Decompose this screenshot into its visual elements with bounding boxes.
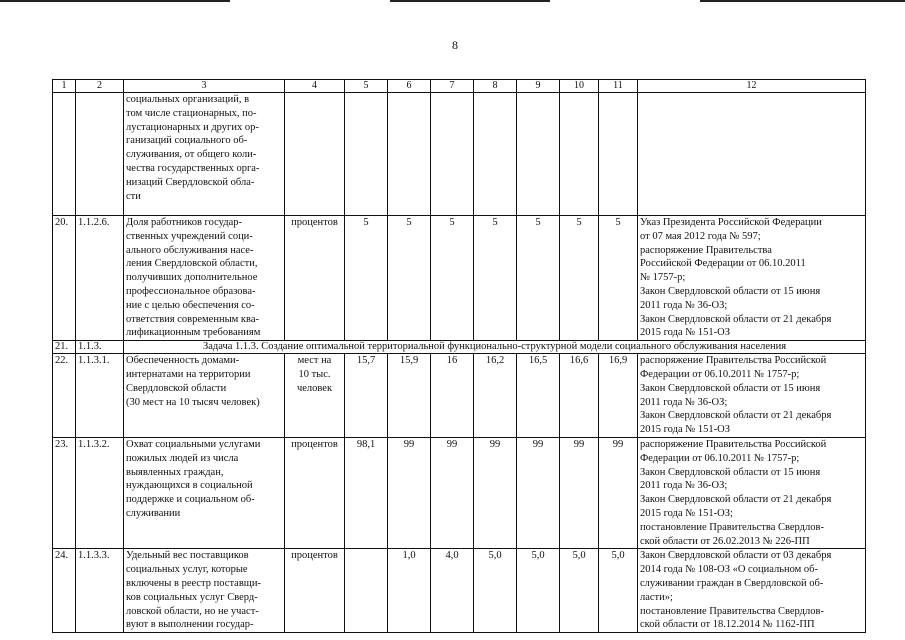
- value-cell: 5,0: [474, 549, 517, 633]
- legal-basis-cell: [638, 549, 866, 633]
- col-header: 11: [599, 80, 638, 93]
- table-row: [53, 354, 866, 438]
- value-cell: 5,0: [560, 549, 599, 633]
- col-header: 6: [388, 80, 431, 93]
- value-cell: 5,0: [517, 549, 560, 633]
- indicator-name-cell: [124, 93, 285, 216]
- col-header: 1: [53, 80, 76, 93]
- col-header: 7: [431, 80, 474, 93]
- col-header: 5: [345, 80, 388, 93]
- value-cell: 4,0: [431, 549, 474, 633]
- value-cell: [345, 549, 388, 633]
- legal-basis: распоряжение Правительства Российской Федерации от 06.10.2011 № 1757-р; Закон Свердловской области от 15 июня 2011 года № 36-ОЗ; Закон Свердловской области от 21 декабря 2015 года № 151-ОЗ; постановление Правительства Свердлов- ской области от 26.02.2013 № 226-ПП: [640, 438, 832, 547]
- value-cell: 1,0: [388, 549, 431, 633]
- scan-edge-right: [700, 0, 905, 2]
- column-number-row: [53, 80, 866, 93]
- scan-edge-left: [0, 0, 230, 2]
- value-cell: 5,0: [599, 549, 638, 633]
- legal-basis: распоряжение Правительства Российской Федерации от 06.10.2011 № 1757-р; Закон Свердловской области от 15 июня 2011 года № 36-ОЗ; Закон Свердловской области от 21 декабря 2015 года № 151-ОЗ: [640, 355, 832, 436]
- value-cell: 5: [388, 216, 431, 341]
- value-cell: 15,7: [345, 354, 388, 438]
- value-cell: 16,2: [474, 354, 517, 438]
- value-cell: 99: [431, 437, 474, 548]
- value-cell: 98,1: [345, 437, 388, 548]
- unit: мест на 10 тыс. человек: [296, 355, 333, 394]
- value-cell: 16,5: [517, 354, 560, 438]
- col-header: 9: [517, 80, 560, 93]
- indicator-code: [76, 93, 124, 216]
- value-cell: 5: [474, 216, 517, 341]
- indicator-name: социальных организаций, в том числе стационарных, по- лустационарных и других ор- ганизаций социального об- служивания, от общего коли- чества государственных орга- низаций Свердловской обла- сти: [126, 94, 260, 202]
- col-header: 8: [474, 80, 517, 93]
- value-cell: 5: [599, 216, 638, 341]
- indicators-table: [52, 79, 866, 633]
- indicator-name: Удельный вес поставщиков социальных услуг, которые включены в реестр поставщи- ков социальных услуг Сверд- ловской области, но не участ- вуют в выполнении государ-: [126, 550, 261, 631]
- indicator-name-cell: [124, 549, 285, 633]
- table-row: [53, 216, 866, 341]
- value-cell: 99: [388, 437, 431, 548]
- indicator-name-cell: [124, 216, 285, 341]
- legal-basis-cell: [638, 437, 866, 548]
- row-number: 20.: [53, 216, 76, 341]
- value-cell: [474, 93, 517, 216]
- col-header: 12: [638, 80, 866, 93]
- value-cell: 16: [431, 354, 474, 438]
- legal-basis-cell: [638, 216, 866, 341]
- indicator-code: 1.1.3.1.: [76, 354, 124, 438]
- indicator-code: 1.1.3.2.: [76, 437, 124, 548]
- table-row: [53, 549, 866, 633]
- table-row: [53, 437, 866, 548]
- legal-basis: Указ Президента Российской Федерации от 07 мая 2012 года № 597; распоряжение Правительства Российской Федерации от 06.10.2011 № 1757-р; Закон Свердловской области от 15 июня 2011 года № 36-ОЗ; Закон Свердловской области от 21 декабря 2015 года № 151-ОЗ: [640, 217, 832, 339]
- value-cell: 99: [474, 437, 517, 548]
- value-cell: 16,6: [560, 354, 599, 438]
- col-header: 10: [560, 80, 599, 93]
- indicator-name-cell: [124, 354, 285, 438]
- value-cell: [599, 93, 638, 216]
- legal-basis: [638, 93, 866, 216]
- indicator-name: Обеспеченность домами- интернатами на территории Свердловской области (30 мест на 10 тысяч человек): [126, 355, 260, 408]
- value-cell: 99: [517, 437, 560, 548]
- indicator-name-cell: [124, 437, 285, 548]
- col-header: 2: [76, 80, 124, 93]
- value-cell: 5: [517, 216, 560, 341]
- indicator-code: 1.1.2.6.: [76, 216, 124, 341]
- table-row: [53, 93, 866, 216]
- page-number: 8: [452, 38, 458, 52]
- indicator-name: Охват социальными услугами пожилых людей из числа выявленных граждан, нуждающихся в социальной поддержке и социальном об- служивании: [126, 438, 261, 519]
- value-cell: 99: [599, 437, 638, 548]
- indicator-code: 1.1.3.3.: [76, 549, 124, 633]
- task-row: [53, 341, 866, 354]
- task-title: Задача 1.1.3. Создание оптимальной территориальной функционально-структурной модели социального обслуживания населения: [124, 341, 866, 354]
- value-cell: 16,9: [599, 354, 638, 438]
- scan-edge-middle: [390, 0, 550, 2]
- indicator-code: 1.1.3.: [76, 341, 124, 354]
- value-cell: [345, 93, 388, 216]
- col-header: 3: [124, 80, 285, 93]
- value-cell: 5: [431, 216, 474, 341]
- legal-basis-cell: [638, 354, 866, 438]
- legal-basis: Закон Свердловской области от 03 декабря 2014 года № 108-ОЗ «О социальном об- служивании граждан в Свердловской об- ласти»; постановление Правительства Свердлов- ской области от 18.12.2014 № 1162-ПП: [640, 550, 832, 631]
- value-cell: 99: [560, 437, 599, 548]
- value-cell: 5: [560, 216, 599, 341]
- row-number: [53, 93, 76, 216]
- value-cell: [431, 93, 474, 216]
- value-cell: [517, 93, 560, 216]
- indicator-name: Доля работников государ- ственных учреждений соци- ального обслуживания насе- ления Свердловской области, получивших дополнительное профессиональное образова- ние с целью обеспечения со- ответствия современным ква- лификационным требованиям: [126, 217, 261, 339]
- unit-cell: [285, 354, 345, 438]
- value-cell: [388, 93, 431, 216]
- row-number: 23.: [53, 437, 76, 548]
- value-cell: [560, 93, 599, 216]
- unit: процентов: [285, 216, 345, 341]
- unit: процентов: [285, 549, 345, 633]
- row-number: 21.: [53, 341, 76, 354]
- col-header: 4: [285, 80, 345, 93]
- row-number: 22.: [53, 354, 76, 438]
- value-cell: 5: [345, 216, 388, 341]
- unit: процентов: [285, 437, 345, 548]
- value-cell: 15,9: [388, 354, 431, 438]
- row-number: 24.: [53, 549, 76, 633]
- unit: [285, 93, 345, 216]
